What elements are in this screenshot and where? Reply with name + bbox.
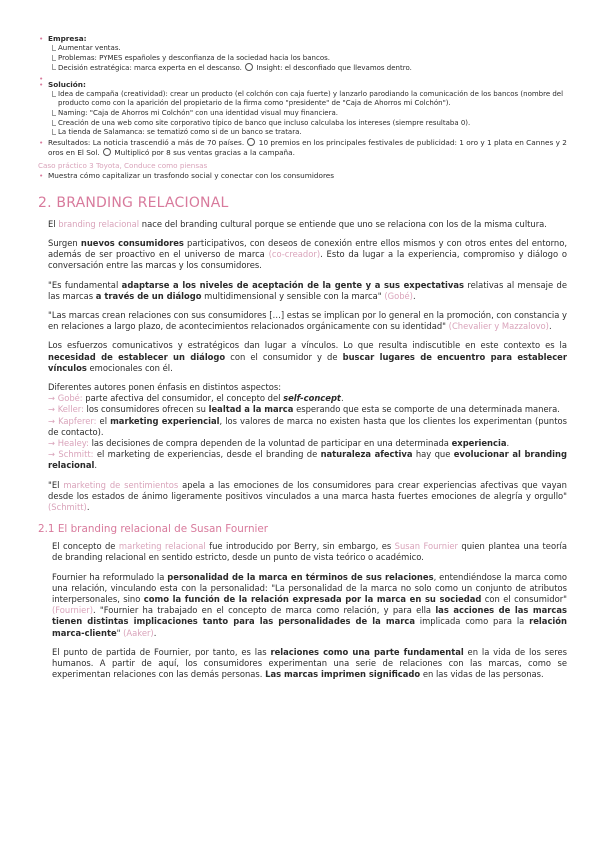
empresa-item-text: Decisión estratégica: marca experta en el descanso. [58, 64, 242, 73]
paragraph-3 [48, 280, 567, 302]
empresa-title: Empresa: [48, 34, 87, 43]
citation: (Schmitt) [48, 502, 87, 513]
author-name: Gobé: [57, 393, 83, 404]
citation: (Aaker) [123, 627, 154, 638]
highlight-term: marketing relacional [118, 541, 206, 552]
text: los consumidores ofrecen su [83, 404, 209, 415]
text: El [48, 218, 59, 229]
author-line-schmitt [48, 449, 567, 471]
paragraph-5 [48, 340, 567, 374]
author-name: Keller: [57, 404, 84, 415]
text: El concepto de [52, 541, 119, 552]
text: , los valores de marca no existen hasta que los clientes los experimentan (puntos de contacto). [48, 415, 568, 437]
solucion-item: Idea de campaña (creatividad): crear un producto (el colchón con caja fuerte) y lanzarlo parodiando la comunicación de los bancos (nombre del producto como con la aparición del propietario de la firma como "presidente" de "Caja de Ahorros mi Colchón"). [54, 90, 567, 109]
bold-term: nuevos consumidores [80, 237, 184, 248]
text: parte afectiva del consumidor, el concepto del [82, 393, 284, 404]
text: el [96, 415, 111, 426]
text: El punto de partida de Fournier, por tanto, es las [52, 646, 271, 657]
authors-intro: Diferentes autores ponen énfasis en distintos aspectos: [48, 381, 282, 392]
bullet-empresa [38, 34, 567, 74]
solucion-item: Creación de una web como site corporativo típico de banco que incluso calculaba los intereses (siempre resultaba 0). [54, 119, 567, 129]
text: hay que [412, 449, 454, 460]
bold-term: relaciones como una parte fundamental [270, 646, 464, 657]
paragraph-4 [48, 310, 567, 332]
section-body [38, 219, 567, 513]
text: participativos, con deseos de conexión entre ellos mismos y con otros entes del entorno, además de ser proactivo en el universo de marca [48, 237, 567, 260]
solucion-item: Naming: "Caja de Ahorros mi Colchón" con una identidad visual muy financiera. [54, 109, 567, 119]
section-heading: 2. BRANDING RELACIONAL [38, 194, 229, 211]
paragraph-2 [48, 238, 567, 272]
empresa-insight: Insight: el desconfiado que llevamos dentro. [256, 64, 412, 73]
arrow-right-icon: → [48, 449, 56, 460]
text: . [86, 502, 90, 513]
citation: (Gobé) [384, 290, 413, 301]
author-line-kapferer [48, 416, 567, 438]
text: emocionales con él. [86, 362, 173, 373]
highlight-term: (co-creador) [268, 249, 321, 260]
arrow-right-icon: → [48, 393, 56, 404]
bold-term: relación marca-cliente [52, 616, 567, 638]
text: el marketing de experiencias, desde el branding de [93, 449, 321, 460]
paragraph-7 [52, 541, 567, 563]
text: . Esto da lugar a la experiencia, compromiso y diálogo o conversación entre las marcas y los consumidores. [48, 249, 567, 271]
text: las decisiones de compra dependen de la voluntad de participar en una determinada [88, 438, 452, 448]
bold-term: adaptarse a los niveles de aceptación de la gente y a sus expectativas [121, 279, 464, 290]
text: "Las marcas crean relaciones con sus consumidores […] estas se implican por lo general en la promoción, con constancia y en relaciones a largo plazo, de acontecimientos relacionados orgánicamente con su identidad" [48, 309, 567, 332]
subsection-heading: 2.1 El branding relacional de Susan Fournier [38, 523, 269, 536]
text: en las vidas de las personas. [420, 669, 544, 680]
case-study-bullet: • Muestra cómo capitalizar un trasfondo social y conectar con los consumidores [38, 171, 567, 181]
text: nace del branding cultural porque se entiende que uno se relaciona con los de la misma cultura. [139, 218, 547, 229]
case-study-list [38, 171, 567, 181]
highlight-term: marketing de sentimientos [63, 479, 179, 490]
text: . [153, 627, 157, 638]
text: con el consumidor y de [225, 351, 343, 362]
bold-term: necesidad de establecer un diálogo [48, 351, 226, 362]
arrow-right-icon: → [48, 438, 56, 448]
authors-list [48, 382, 567, 472]
resultados-text-a: Resultados: La noticia trascendió a más de 70 países. [48, 137, 245, 147]
text: . [94, 460, 98, 471]
text: relativas al mensaje de las marcas [48, 279, 567, 301]
circle-bullet-icon [245, 63, 253, 71]
arrow-right-icon: → [48, 404, 56, 415]
author-line-keller [48, 404, 567, 415]
author-line-healey [48, 438, 567, 449]
author-name: Healey: [57, 438, 89, 448]
text: apela a las emociones de los consumidores para crear experiencias afectivas que vayan desde los estados de ánimo ligeramente positivos vinculados a una marca hasta fuertes emociones de alegría y orgullo" [48, 479, 567, 501]
text: Fournier ha reformulado la [52, 571, 168, 582]
bold-term: lealtad a la marca [208, 404, 294, 415]
arrow-right-icon: → [48, 415, 56, 426]
solucion-item: La tienda de Salamanca: se tematizó como si de un banco se tratara. [54, 128, 567, 138]
paragraph-8 [52, 572, 567, 639]
text: esperando que esta se comporte de una determinada manera. [293, 404, 560, 415]
text: en la vida de los seres humanos. A partir de aquí, los consumidores experimentan una serie de relaciones con las marcas, como se experimentan relaciones con las demás personas. [52, 646, 567, 680]
text: Los esfuerzos comunicativos y estratégicos dan lugar a vínculos. Lo que resulta indiscutible en este contexto es la [48, 340, 567, 351]
bullet-resultados [38, 138, 567, 158]
highlight-term: Susan Fournier [394, 541, 458, 552]
bold-term: naturaleza afectiva [320, 449, 413, 460]
case-study-title: Caso práctico 3 Toyota, Conduce como piensas [38, 160, 208, 170]
paragraph-1 [48, 219, 567, 230]
text: . [506, 438, 510, 448]
text: "Es fundamental [48, 279, 122, 290]
author-line-gobe [48, 393, 567, 404]
circle-bullet-icon [103, 148, 111, 156]
bold-term: a través de un diálogo [95, 290, 202, 301]
resultados-text-c: Multiplicó por 8 sus ventas gracias a la campaña. [114, 147, 295, 157]
author-name: Schmitt: [58, 449, 94, 460]
bold-term: las acciones de las marcas tienen distintas implicaciones tanto para las personalidades de la marca [52, 605, 567, 627]
bullet-solucion [38, 80, 567, 138]
author-name: Kapferer: [58, 415, 97, 426]
citation: (Fournier) [52, 605, 94, 616]
case-bullet-list [38, 34, 567, 158]
paragraph-9 [52, 647, 567, 681]
bold-term: buscar lugares de encuentro para establecer vínculos [48, 351, 567, 373]
text: , entendiéndose la marca como una relación, vinculando esta con la personalidad: "La personalidad de la marca no solo como un conjunto de atributos interpersonales, sino [52, 571, 567, 605]
text: quien plantea una teoría de branding relacional en sentido estricto, desde un punto de vista teórico o académico. [52, 541, 567, 563]
text: . [548, 321, 552, 332]
bold-term: experiencia [451, 438, 507, 448]
citation: (Chevalier y Mazzalovo) [448, 321, 549, 332]
text: . [412, 290, 416, 301]
paragraph-6 [48, 480, 567, 514]
bold-term: Las marcas imprimen significado [265, 669, 421, 680]
text: multidimensional y sensible con la marca" [201, 290, 385, 301]
empresa-item: Problemas: PYMES españoles y desconfianza de la sociedad hacia los bancos. [54, 54, 567, 64]
text: Surgen [48, 237, 81, 248]
subsection-body [38, 541, 567, 680]
bold-term: evolucionar al branding relacional [48, 449, 568, 471]
empresa-item [54, 63, 567, 74]
empresa-item: Aumentar ventas. [54, 44, 567, 54]
text: implicada como para la [414, 616, 530, 627]
text: con el consumidor" [481, 594, 567, 605]
highlight-term: branding relacional [58, 218, 140, 229]
text: "El [48, 479, 64, 490]
solucion-subitems [48, 90, 567, 138]
text: fue introducido por Berry, sin embargo, es [205, 541, 395, 552]
bold-term: personalidad de la marca en términos de sus relaciones [167, 571, 434, 582]
text: . [340, 393, 344, 404]
text: " [116, 627, 124, 638]
bold-term: marketing experiencial [110, 415, 220, 426]
bold-term: self-concept [283, 393, 341, 404]
empresa-subitems [48, 44, 567, 74]
solucion-title: Solución: [48, 79, 86, 89]
text: . "Fournier ha trabajado en el concepto de marca como relación, y para ella [93, 605, 436, 616]
circle-bullet-icon [247, 138, 255, 146]
bold-term: como la función de la relación expresada por la marca en su sociedad [143, 594, 482, 605]
resultados-text-b: 10 premios en los principales festivales de publicidad: 1 oro y 1 plata en Cannes y 2 oros en El Sol. [48, 137, 567, 157]
